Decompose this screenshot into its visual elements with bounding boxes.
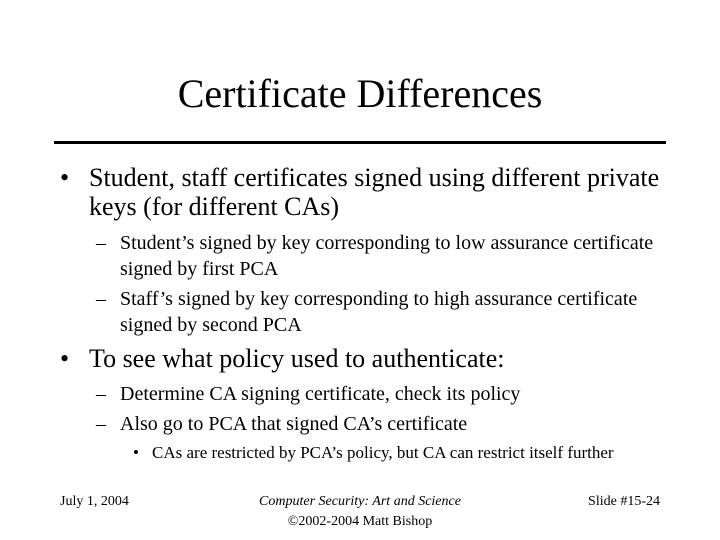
title-divider	[54, 141, 666, 144]
bullet-2-sub-1-text: Determine CA signing certificate, check its policy	[120, 383, 521, 405]
dash-symbol: –	[96, 383, 106, 405]
bullet-symbol: •	[133, 443, 139, 462]
footer-copyright: ©2002-2004 Matt Bishop	[287, 514, 433, 529]
slide-title: Certificate Differences	[177, 71, 543, 116]
bullet-symbol: •	[60, 344, 70, 373]
bullet-2-sub-2-sub-1-text: CAs are restricted by PCA’s policy, but CA can restrict itself further	[152, 443, 614, 462]
bullet-1-text: Student, staff certificates signed using different private keys (for different CAs)	[89, 163, 660, 221]
dash-symbol: –	[96, 288, 106, 310]
footer-course-title: Computer Security: Art and Science	[259, 494, 461, 509]
footer-center	[210, 492, 510, 532]
footer-slide-number: Slide #15-24	[588, 494, 660, 509]
bullet-1-sub-2-text: Staff’s signed by key corresponding to high assurance certificate signed by second PCA	[120, 288, 638, 336]
bullet-symbol: •	[60, 163, 70, 192]
bullet-2-text: To see what policy used to authenticate:	[89, 344, 505, 373]
bullet-2-sub-2-text: Also go to PCA that signed CA’s certificate	[120, 413, 468, 435]
dash-symbol: –	[96, 413, 106, 435]
footer-date: July 1, 2004	[60, 494, 129, 509]
bullet-1-sub-1-text: Student’s signed by key corresponding to low assurance certificate signed by first PCA	[120, 232, 654, 280]
dash-symbol: –	[96, 232, 106, 254]
